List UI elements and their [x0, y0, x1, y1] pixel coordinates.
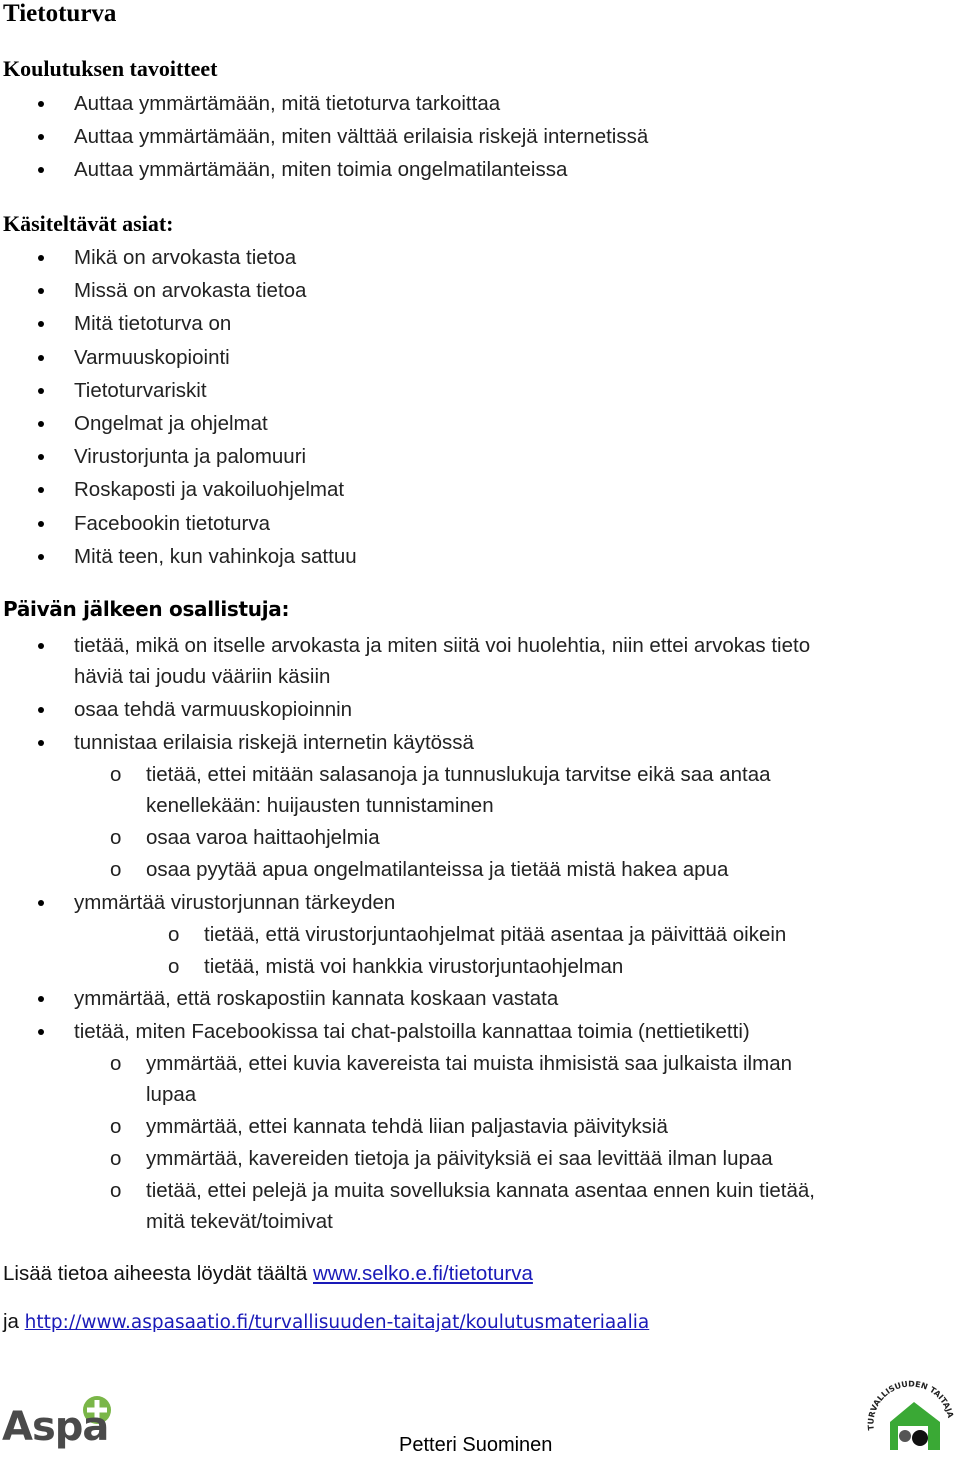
topics-list: [0, 241, 955, 573]
sub-bullet-marker: o: [110, 826, 122, 849]
bullet-icon: [38, 288, 44, 294]
sub-bullet-marker: o: [110, 1115, 122, 1138]
author-name: Petteri Suominen: [399, 1434, 553, 1456]
topics-item: Mitä tietoturva on: [0, 307, 955, 340]
topics-item: Mikä on arvokasta tietoa: [0, 241, 955, 274]
document-title: Tietoturva: [3, 0, 117, 27]
logo-person-figure: [899, 1430, 911, 1442]
bullet-icon: [38, 554, 44, 560]
bullet-icon: [38, 454, 44, 460]
outcome-item: osaa tehdä varmuuskopioinnin: [74, 698, 353, 721]
topics-item: Varmuuskopiointi: [0, 341, 955, 374]
outcome-item: ymmärtää, että roskapostiin kannata koskaan vastata: [74, 987, 559, 1010]
topics-item: Facebookin tietoturva: [0, 507, 955, 540]
sub-bullet-marker: o: [110, 763, 122, 786]
bullet-icon: [38, 900, 44, 906]
goals-list: [0, 87, 955, 187]
topics-heading: Käsiteltävät asiat:: [3, 211, 174, 236]
bullet-icon: [38, 101, 44, 107]
bullet-icon: [38, 355, 44, 361]
more-info-line-2: ja http://www.aspasaatio.fi/turvallisuuden-taitajat/koulutusmateriaalia: [3, 1310, 650, 1333]
outcome-subitem: ymmärtää, ettei kannata tehdä liian paljastavia päivityksiä: [146, 1115, 668, 1138]
topics-item: Roskaposti ja vakoiluohjelmat: [0, 473, 955, 506]
topics-item: Ongelmat ja ohjelmat: [0, 407, 955, 440]
bullet-icon: [38, 707, 44, 713]
turvallisuuden-taitajat-logo: [864, 1378, 956, 1456]
bullet-icon: [38, 643, 44, 649]
goals-item: Auttaa ymmärtämään, miten toimia ongelmatilanteissa: [0, 153, 955, 186]
sub-bullet-marker: o: [110, 858, 122, 881]
sub-bullet-marker: o: [110, 1147, 122, 1170]
topics-item: Virustorjunta ja palomuuri: [0, 440, 955, 473]
bullet-icon: [38, 521, 44, 527]
outcome-item: tunnistaa erilaisia riskejä internetin käytössä: [74, 731, 474, 754]
outcome-subitem: ymmärtää, kavereiden tietoja ja päivityksiä ei saa levittää ilman lupaa: [146, 1147, 773, 1170]
outcome-item: tietää, miten Facebookissa tai chat-palstoilla kannattaa toimia (nettietiketti): [74, 1020, 750, 1043]
selko-link[interactable]: www.selko.e.fi/tietoturva: [313, 1262, 533, 1285]
outcome-subitem: osaa varoa haittaohjelmia: [146, 826, 380, 849]
bullet-icon: [38, 740, 44, 746]
sub-bullet-marker: o: [110, 1052, 122, 1075]
turvallisuuden-taitajat-mark: [864, 1378, 956, 1456]
bullet-icon: [38, 321, 44, 327]
bullet-icon: [38, 167, 44, 173]
outcome-subitem: osaa pyytää apua ongelmatilanteissa ja tietää mistä hakea apua: [146, 858, 729, 881]
more-info-line: Lisää tietoa aiheesta löydät täältä www.selko.e.fi/tietoturva: [3, 1262, 533, 1285]
outcome-item: ymmärtää virustorjunnan tärkeyden: [74, 891, 396, 914]
sub-bullet-marker: o: [110, 1179, 122, 1202]
logo-arc-text: TURVALLISUUDEN TAITAJA: [866, 1379, 955, 1431]
outcome-subitem: tietää, ettei pelejä ja muita sovelluksia kannata asentaa ennen kuin tietää, mitä tekevät/toimivat: [146, 1179, 815, 1233]
topics-item: Missä on arvokasta tietoa: [0, 274, 955, 307]
outcome-subitem: tietää, ettei mitään salasanoja ja tunnuslukuja tarvitse eikä saa antaa kenellekään: huijausten tunnistaminen: [146, 763, 771, 817]
goals-heading: Koulutuksen tavoitteet: [3, 56, 218, 81]
bullet-icon: [38, 255, 44, 261]
topics-item: Tietoturvariskit: [0, 374, 955, 407]
topics-item: Mitä teen, kun vahinkoja sattuu: [0, 540, 955, 573]
bullet-icon: [38, 134, 44, 140]
outcome-subitem: ymmärtää, ettei kuvia kavereista tai muista ihmisistä saa julkaista ilman lupaa: [146, 1052, 792, 1106]
outcome-subitem: tietää, että virustorjuntaohjelmat pitää asentaa ja päivittää oikein: [204, 923, 787, 946]
sub-bullet-marker: o: [168, 955, 180, 978]
aspa-logo: [0, 1390, 120, 1456]
bullet-icon: [38, 1029, 44, 1035]
bullet-icon: [38, 996, 44, 1002]
sub-bullet-marker: o: [168, 923, 180, 946]
outcome-subitem: tietää, mistä voi hankkia virustorjuntaohjelman: [204, 955, 624, 978]
outcome-item: tietää, mikä on itselle arvokasta ja miten siitä voi huolehtia, niin ettei arvokas tieto häviä tai joudu vääriin käsiin: [74, 634, 811, 688]
logo-cat-figure: [912, 1430, 928, 1446]
aspa-logo-word: Aspa: [2, 1404, 109, 1450]
goals-item: Auttaa ymmärtämään, mitä tietoturva tarkoittaa: [0, 87, 955, 120]
bullet-icon: [38, 487, 44, 493]
goals-item: Auttaa ymmärtämään, miten välttää erilaisia riskejä internetissä: [0, 120, 955, 153]
bullet-icon: [38, 421, 44, 427]
bullet-icon: [38, 388, 44, 394]
outcomes-heading: Päivän jälkeen osallistuja:: [3, 597, 290, 621]
aspasaatio-link[interactable]: http://www.aspasaatio.fi/turvallisuuden-taitajat/koulutusmateriaalia: [24, 1312, 650, 1333]
